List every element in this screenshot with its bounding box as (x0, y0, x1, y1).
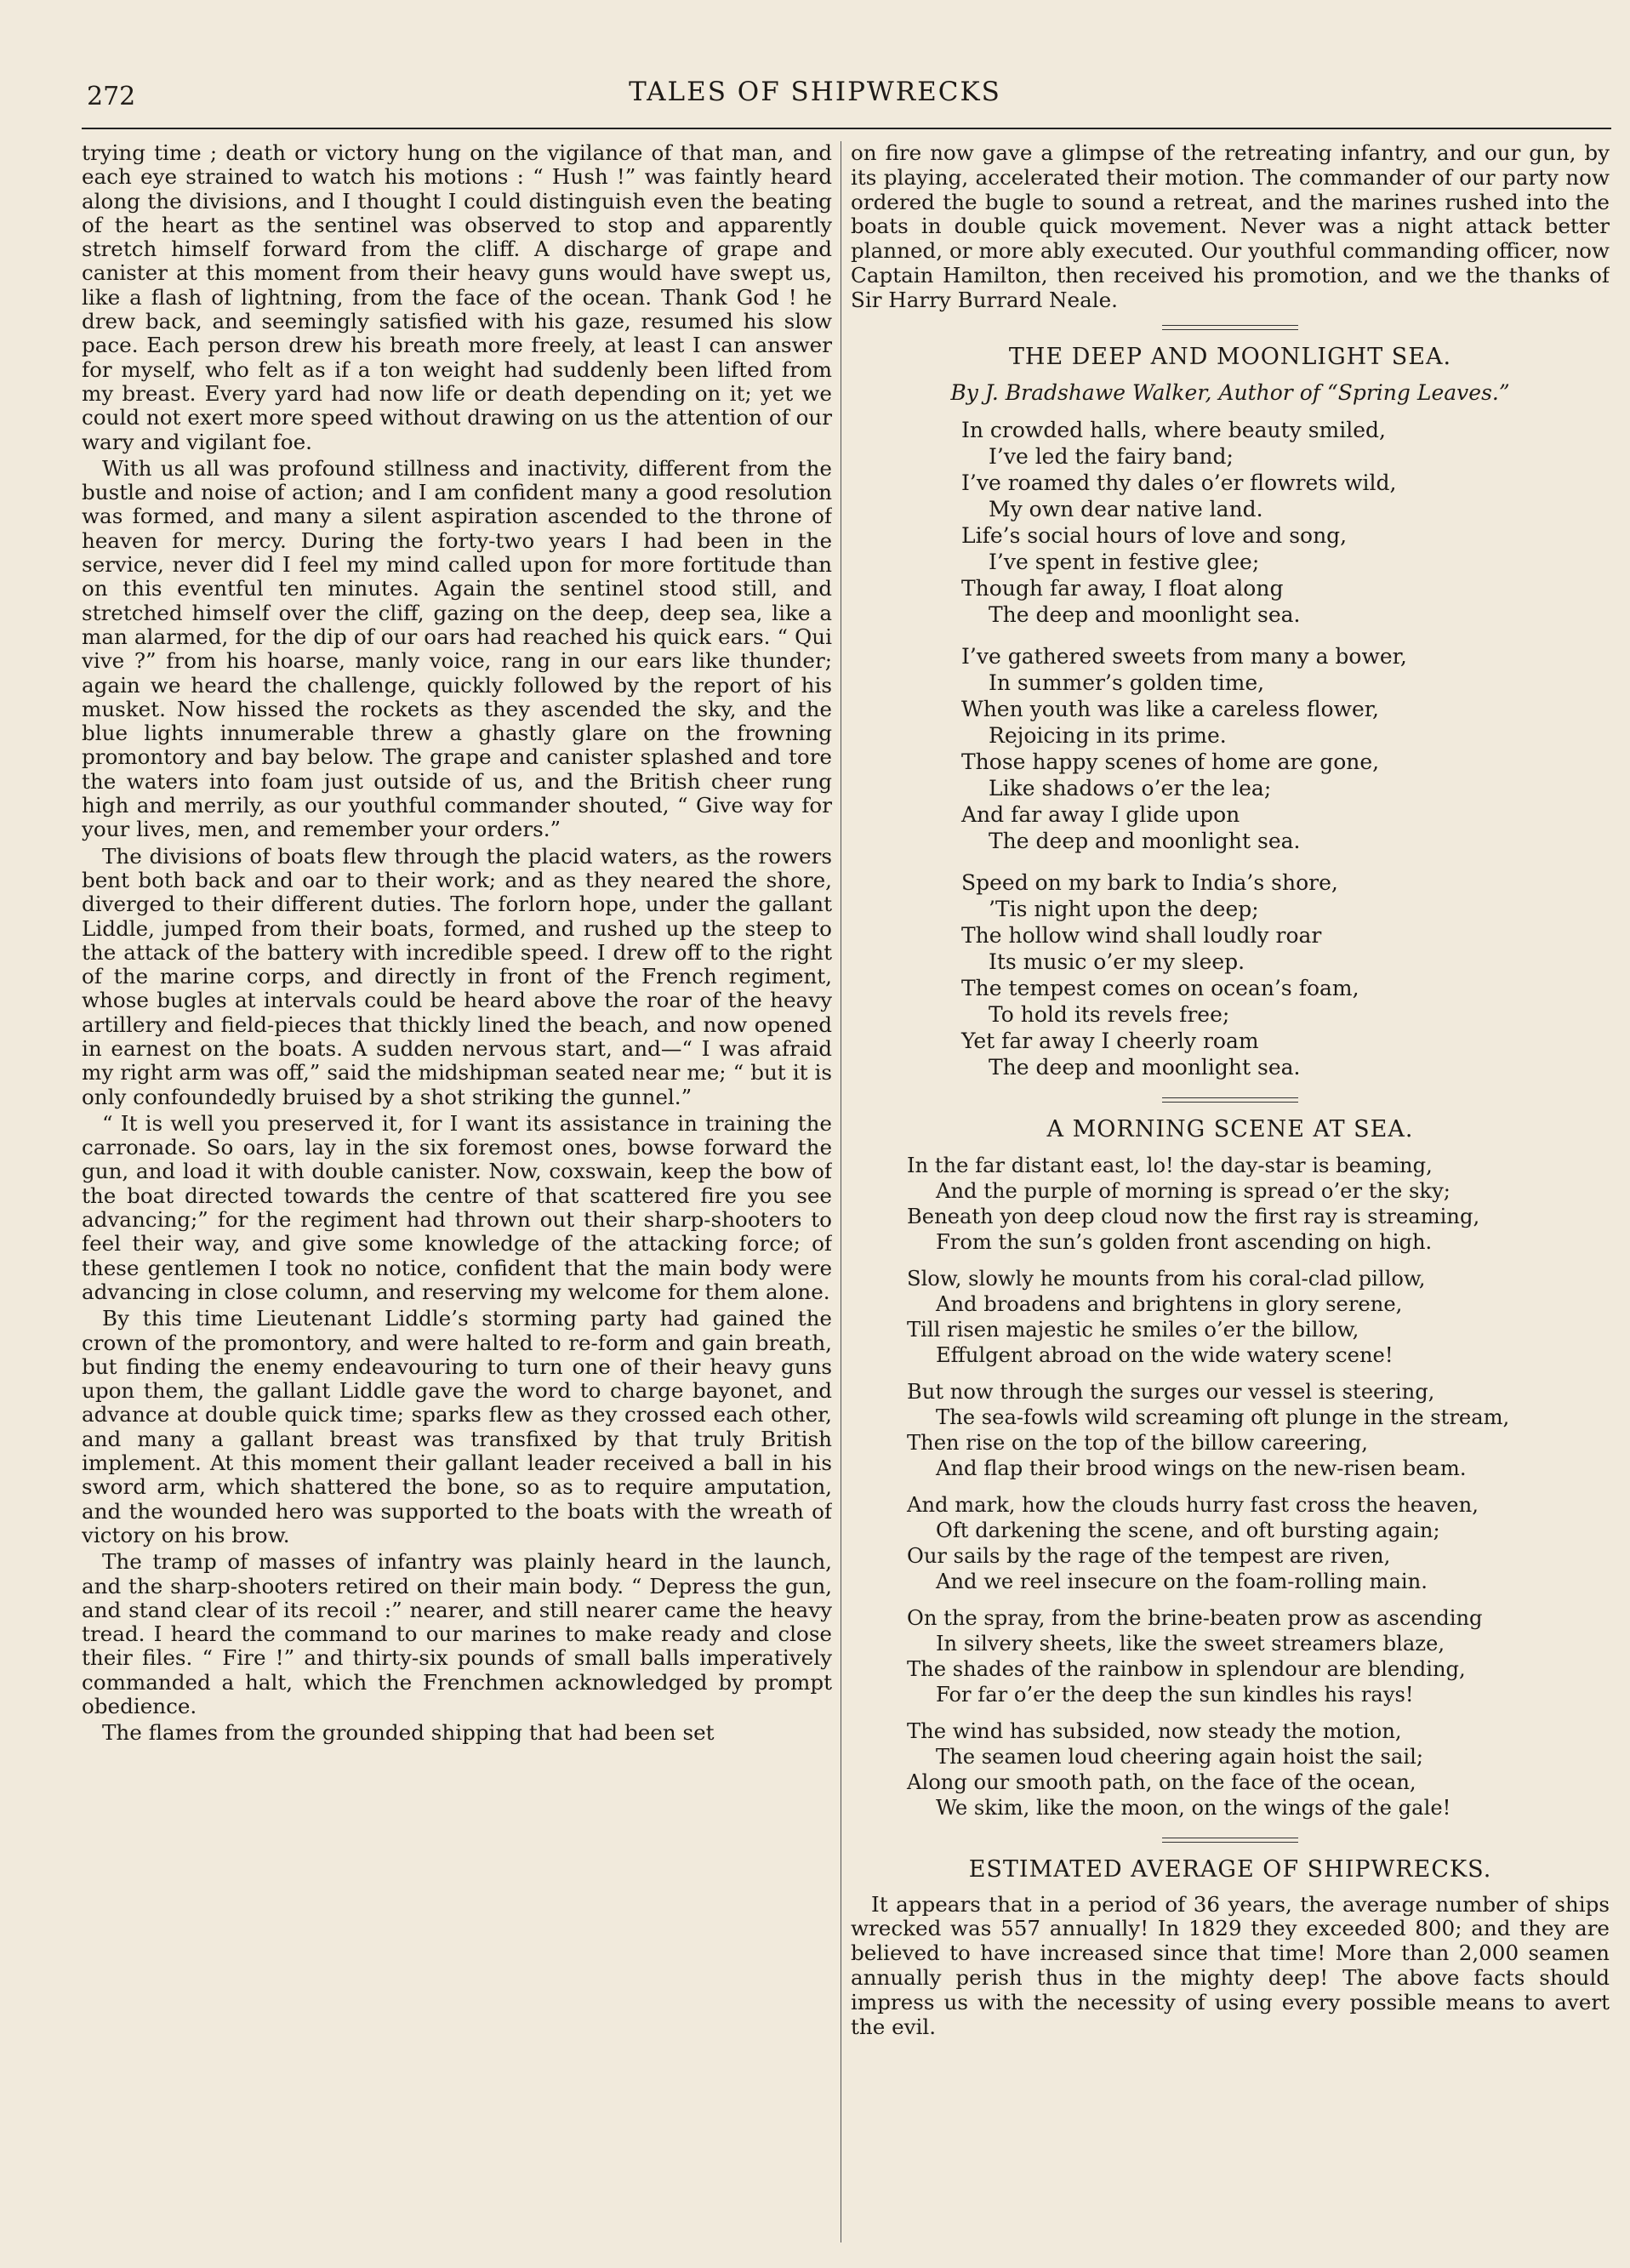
poem-line: The deep and moonlight sea. (989, 601, 1301, 627)
poem-deep-moonlight-sea (851, 417, 1610, 1080)
stanza (851, 1266, 1610, 1368)
section-separator (1162, 1097, 1298, 1103)
poem-line: Those happy scenes of home are gone, (961, 749, 1380, 774)
stanza (851, 1605, 1610, 1707)
poem-line: And far away I glide upon (961, 801, 1240, 827)
poem-line: My own dear native land. (989, 496, 1263, 521)
section-separator (1162, 1838, 1298, 1843)
poem-line: But now through the surges our vessel is steering, (907, 1379, 1435, 1404)
poem-line: I’ve spent in festive glee; (989, 549, 1260, 574)
paragraph: The flames from the grounded shipping that had been set (102, 1720, 715, 1746)
stanza (851, 643, 1610, 854)
poem-line: The seamen loud cheering again hoist the sail; (936, 1744, 1424, 1769)
poem-line: In silvery sheets, like the sweet streamers blaze, (936, 1631, 1445, 1655)
poem-line: Speed on my bark to India’s shore, (961, 869, 1338, 895)
poem-line: ’Tis night upon the deep; (989, 896, 1259, 921)
poem-title: THE DEEP AND MOONLIGHT SEA. (1008, 343, 1452, 370)
poem-line: Our sails by the rage of the tempest are riven, (907, 1543, 1391, 1568)
poem-line: The hollow wind shall loudly roar (961, 922, 1322, 948)
poem-line: On the spray, from the brine-beaten prow as ascending (907, 1605, 1483, 1630)
poem-line: The shades of the rainbow in splendour are blending, (907, 1656, 1466, 1681)
poem-line: Along our smooth path, on the face of the ocean, (907, 1769, 1416, 1794)
poem-line: In the far distant east, lo! the day-star is beaming, (907, 1153, 1433, 1177)
poem-line: To hold its revels free; (989, 1001, 1230, 1027)
left-column (82, 141, 832, 2242)
poem-morning-scene-at-sea (851, 1153, 1610, 1821)
paragraph: on fire now gave a glimpse of the retreating infantry, and our gun, by its playing, accelerated their motion. The commander of our party now ordered the bugle to sound a retreat, and the marines rushed into the boats in double quick movement. Never was a night attack better planned, or more ably executed. Our youthful commanding officer, now Captain Hamilton, then received his promotion, and we the thanks of Sir Harry Burrard Neale. (851, 141, 1610, 312)
stanza (851, 869, 1610, 1080)
right-column (851, 141, 1610, 2242)
poem-line: And broadens and brightens in glory serene, (936, 1291, 1403, 1316)
paragraph: The tramp of masses of infantry was plainly heard in the launch, and the sharp-shooters retired on their main body. “ Depress the gun, and stand clear of its recoil :” nearer, and still nearer came the heavy tread. I heard the command to our marines to make ready and close their files. “ Fire !” and thirty-six pounds of small balls imperatively commanded a halt, which the Frenchmen acknowledged by prompt obedience. (82, 1549, 832, 1718)
poem-line: I’ve roamed thy dales o’er flowrets wild, (961, 470, 1397, 495)
poem-line: I’ve gathered sweets from many a bower, (961, 643, 1407, 669)
poem-line: In summer’s golden time, (989, 670, 1265, 695)
poem-line: The wind has subsided, now steady the motion, (907, 1718, 1402, 1743)
article-title: ESTIMATED AVERAGE OF SHIPWRECKS. (968, 1855, 1492, 1883)
poem-line: Yet far away I cheerly roam (961, 1028, 1259, 1053)
poem-line: Slow, slowly he mounts from his coral-clad pillow, (907, 1266, 1426, 1291)
poem-line: In crowded halls, where beauty smiled, (961, 417, 1386, 442)
header-rule (82, 128, 1611, 129)
stanza (851, 1492, 1610, 1594)
stanza (851, 1379, 1610, 1481)
narrative-continuation (851, 141, 1610, 313)
article-body (851, 1893, 1610, 2040)
poem-line: And we reel insecure on the foam-rolling main. (936, 1569, 1428, 1593)
paragraph: It appears that in a period of 36 years, the average number of ships wrecked was 557 annually! In 1829 they exceeded 800; and they are believed to have increased since that time! More than 2,000 seamen annually perish thus in the mighty deep! The above facts should impress us with the necessity of using every possible means to avert the evil. (851, 1891, 1610, 2039)
poem-line: The sea-fowls wild screaming oft plunge in the stream, (936, 1405, 1510, 1429)
poem-line: Though far away, I float along (961, 575, 1284, 601)
poem-line: Till risen majestic he smiles o’er the billow, (907, 1317, 1359, 1342)
stanza (851, 1153, 1610, 1255)
poem-line: And the purple of morning is spread o’er the sky; (936, 1178, 1450, 1203)
narrative-text (82, 141, 832, 1746)
poem-line: Oft darkening the scene, and oft bursting again; (936, 1518, 1440, 1542)
running-title: TALES OF SHIPWRECKS (629, 77, 1001, 107)
stanza (851, 1718, 1610, 1821)
poem-line: I’ve led the fairy band; (989, 443, 1234, 469)
paragraph: With us all was profound stillness and inactivity, different from the bustle and noise of action; and I am confident many a good resolution was formed, and many a silent aspiration ascended to the throne of heaven for mercy. During the forty-two years I had been in the service, never did I feel my mind called upon for more fortitude than on this eventful ten minutes. Again the sentinel stood still, and stretched himself over the cliff, gazing on the deep, deep sea, like a man alarmed, for the dip of our oars had reached his quick ears. “ Qui vive ?” from his hoarse, manly voice, rang in our ears like thunder; again we heard the challenge, quickly followed by the report of his musket. Now hissed the rockets as they ascended the sky, and the blue lights innumerable threw a ghastly glare on the frowning promontory and bay below. The grape and canister splashed and tore the waters into foam just outside of us, and the British cheer rung high and merrily, as our youthful commander shouted, “ Give way for your lives, men, and remember your orders.” (82, 455, 832, 842)
section-separator (1162, 325, 1298, 330)
poem-line: Effulgent abroad on the wide watery scene! (936, 1342, 1393, 1367)
stanza (851, 417, 1610, 628)
poem-line: For far o’er the deep the sun kindles his rays! (936, 1682, 1414, 1707)
poem-line: The tempest comes on ocean’s foam, (961, 975, 1359, 1000)
poem-line: And flap their brood wings on the new-risen beam. (936, 1456, 1467, 1480)
poem-title: A MORNING SCENE AT SEA. (1046, 1115, 1414, 1143)
poem-line: Rejoicing in its prime. (989, 722, 1227, 748)
poem-line: The deep and moonlight sea. (989, 1054, 1301, 1080)
poem-line: The deep and moonlight sea. (989, 828, 1301, 853)
poem-line: Then rise on the top of the billow careering, (907, 1430, 1368, 1455)
paragraph: “ It is well you preserved it, for I want its assistance in training the carronade. So oars, lay in the six foremost ones, bowse forward the gun, and load it with double canister. Now, coxswain, keep the bow of the boat directed towards the centre of that scattered fire you see advancing;” for the regiment had thrown out their sharp-shooters to feel their way, and give some knowledge of the attacking force; of these gentlemen I took no notice, confident that the main body were advancing in close column, and reserving my welcome for them alone. (82, 1110, 832, 1304)
poem-line: We skim, like the moon, on the wings of the gale! (936, 1795, 1451, 1820)
poem-line: Its music o’er my sleep. (989, 949, 1245, 974)
paragraph: By this time Lieutenant Liddle’s storming party had gained the crown of the promontory, and were halted to re-form and gain breath, but finding the enemy endeavouring to turn one of their heavy guns upon them, the gallant Liddle gave the word to charge bayonet, and advance at double quick time; sparks flew as they crossed each other, and many a gallant breast was transfixed by that truly British implement. At this moment their gallant leader received a ball in his sword arm, which shattered the bone, so as to require amputation, and the wounded hero was supported to the boats with the wreath of victory on his brow. (82, 1306, 832, 1547)
paragraph: The divisions of boats flew through the placid waters, as the rowers bent both back and oar to their work; and as they neared the shore, diverged to their different duties. The forlorn hope, under the gallant Liddle, jumped from their boats, formed, and rushed up the steep to the attack of the battery with incredible speed. I drew off to the right of the marine corps, and directly in front of the French regiment, whose bugles at intervals could be heard above the roar of the heavy artillery and field-pieces that thickly lined the beach, and now opened in earnest on the boats. A sudden nervous start, and—“ I was afraid my right arm was off,” said the midshipman seated near me; “ but it is only confoundedly bruised by a shot striking the gunnel.” (82, 843, 832, 1109)
poem-line: And mark, how the clouds hurry fast cross the heaven, (907, 1492, 1479, 1517)
poem-line: Beneath yon deep cloud now the first ray is streaming, (907, 1204, 1480, 1228)
poem-line: When youth was like a careless flower, (961, 696, 1379, 721)
poem-line: From the sun’s golden front ascending on high. (936, 1229, 1433, 1254)
paragraph: trying time ; death or victory hung on the vigilance of that man, and each eye strained to watch his motions : “ Hush !” was faintly heard along the divisions, and I thought I could distinguish even the beating of the heart as the sentinel was observed to stop and apparently stretch himself forward from the cliff. A discharge of grape and canister at this moment from their heavy guns would have swept us, like a flash of lightning, from the face of the ocean. Thank God ! he drew back, and seemingly satisfied with his gaze, resumed his slow pace. Each person drew his breath more freely, at least I can answer for myself, who felt as if a ton weight had suddenly been lifted from my breast. Every yard had now life or death depending on it; yet we could not exert more speed without drawing on us the attention of our wary and vigilant foe. (82, 141, 832, 454)
poem-line: Life’s social hours of love and song, (961, 522, 1348, 548)
poem-line: Like shadows o’er the lea; (989, 775, 1272, 801)
poem-byline: By J. Bradshawe Walker, Author of “Spring Leaves.” (950, 379, 1510, 405)
page-number: 272 (87, 82, 136, 111)
